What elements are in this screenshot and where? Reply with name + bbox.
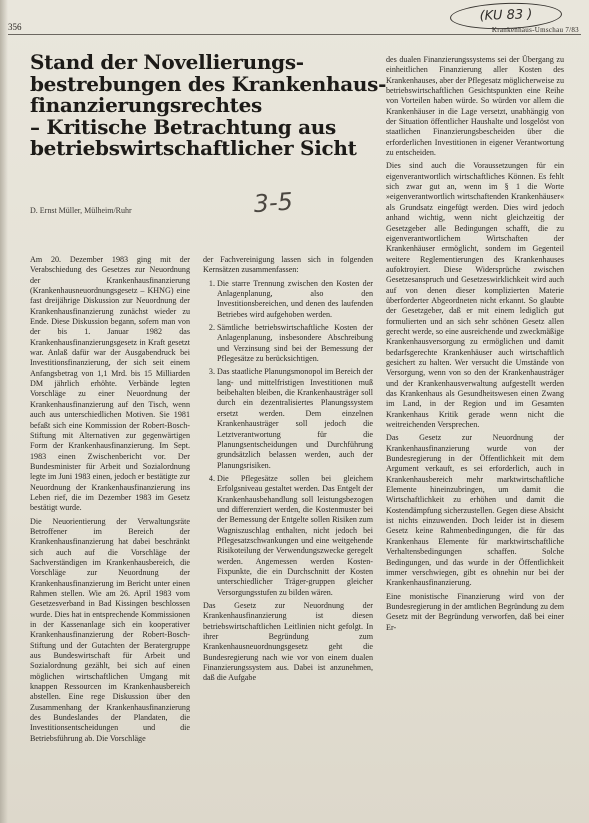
paragraph: Das Gesetz zur Neuordnung der Krankenhausfinanzierung wurde von der Bundesregierung in der Öffentlichkeit mit dem Argument verkauft, es sei erforderlich, auch in Krankenhausbereich mehr marktwirtschaftliche Elemente hineinzubringen, um damit die Wirtschaftlichkeit zu erhöhen und damit die Kostendämpfung sicherzustellen. Gegen diese Absicht ist nichts einzuwenden. Doch leider ist in diesem Gesetz keine Rahmenbedingungen, die für das Krankenhaus Elemente für marktwirtschaftliche Verhaltensbedingungen schaffen. Solche Bedingungen, und das wurde in der Öffentlichkeit immer verschwiegen, gibt es ohnehin nur bei der Krankenhausfinanzierung. <box>386 433 564 588</box>
title-line: – Kritische Betrachtung aus <box>30 114 336 139</box>
paragraph: Die Neuorientierung der Verwaltungsräte Betroffener im Bereich der Krankenhausfinanzierung hat dabei beschränkt sich auch auf die Vorschläge der Sachverständigen im Krankenhausbereich, die Vorschläge zur Neuordnung der Krankenhausfinanzierung im Bericht unter einen Rahmen stellen. Wie am 26. April 1983 vom Gesetzesverband in Bad Kissingen beschlossen wurde. Dies hat in entsprechende Kommissionen in der Kassenanlage sich ein kooperativer Krankenhausfinanzierung der Robert-Bosch-Stiftung und der Gutachten der Beratergruppe aus Bundeswirtschaft für Arbeit und Sozialordnung gezählt, bei sich auf einen möglichen wirtschaftlichen Umgang mit knappen Ressourcen im Krankenhausbereich abstellen. Eine rege Diskussion über den Zusammenhang der Krankenhausfinanzierung des Bundeslandes der Plandaten, die Investitionsentscheidungen und die Betriebsführung ab. Die Vorschläge <box>30 516 190 743</box>
handwritten-note: 3-5 <box>252 187 294 219</box>
paragraph: Das Gesetz zur Neuordnung der Krankenhausfinanzierung ist diesen betriebswirtschaftlichen Leitlinien nicht gefolgt. In ihrer Begründung zum Krankenhausneuordnungsgesetz geht die Bundesregierung nach wie vor von einem dualen Finanzierungssystem aus. Dabei ist anzunehmen, daß die Aufgabe <box>203 601 373 683</box>
binding-shadow <box>0 0 8 823</box>
text-column-right <box>386 55 564 815</box>
header-divider <box>8 34 581 35</box>
list-item: 4. Die Pflegesätze sollen bei gleichem Erfolgsniveau gestaltet werden. Das Entgelt der Krankenhausbehandlung soll leistungsbezogen und differenziert werden, die Kostenmuster bei der Bemessung der Entgelte sollen Risiken zum Wagniszuschlag enthalten, nicht jedoch bei Pflegesatzschwankungen und eine weitgehende Risikoteilung der Verwendungszwecke geregelt werden. Angemessen werden Kosten-Fixpunkte, die ein Durchschnitt der Kosten unterschiedlicher Träger-gruppen gleicher Versorgungsstufen zu bilden wären. <box>217 474 373 598</box>
text-column-left <box>30 255 190 815</box>
title-line: Stand der Novellierungs- <box>30 50 304 74</box>
numbered-list <box>203 279 373 598</box>
list-item: 2. Sämtliche betriebswirtschaftliche Kosten der Anlagenplanung, insbesondere Abschreibung und Verzinsung sind bei der Bemessung der Pflegesätze zu berücksichtigen. <box>217 323 373 364</box>
article-title <box>30 50 387 160</box>
paragraph: Am 20. Dezember 1983 ging mit der Verabschiedung des Gesetzes zur Neuordnung der Krankenhausfinanzierung (Krankenhausneuordnungsgesetz – KHNG) eine fast dreijährige Diskussion zur Neuordnung der Krankenhausfinanzierung zunächst wieder zu Ende. Diese Diskussion begann, sofern man von der bis 1. Januar 1982 das Krankenhausfinanzierungsgesetz in Kraft gesetzt war. Anlaß dafür war der Ausgabendruck bei Investitionsfinanzierung, der sich seit einem Anfangsbetrag von 1,1 Mrd. bis 15 Milliarden DM jährlich erhöhte. Verbände legten Vorschläge zu einer Neuordnung der Krankenhausfinanzierung auf den Tisch, wenn auch aus unterschiedlichen Motiven. Sie 1981 befaßt sich eine Kommission der Robert-Bosch-Stiftung mit Alternativen zur gegenwärtigen Form der Krankenhausfinanzierung. Im Sept. 1983 einen Zwischenbericht vor. Der Bundesminister für Arbeit und Sozialordnung legte im Juni 1983 einen, jedoch er bestätigte zur Neuordnung der Krankenhausfinanzierung ins Leben rief, die im Dezember 1983 im Gesetz bestätigt wurde. <box>30 255 190 513</box>
page-number: 356 <box>8 22 22 32</box>
title-line: finanzierungsrechtes <box>30 93 262 117</box>
paragraph: Dies sind auch die Voraussetzungen für ein eigenverantwortlich wirtschaftliches Können. Es fehlt sich zwar gut an, wenn im § 1 die Worte »eigenverantwortlich wirtschaftenden Krankenhäuser« als Grundsatz eingefügt werden. Dies wird jedoch anhand wichtig, wenn nicht gleichzeitig der Gesetzgeber alle Bedingungen schafft, die zu eigenverantwortlichem Wirtschaften der Krankenhäuser ermöglicht, sondern im Gegenteil weitere Reglementierungen des Krankenhauses aufoktroyiert. Diese Widersprüche zwischen Gesetzesanspruch und Gesetzeswirklichkeit wird auch auf von denen dieser komplizierten Materie überforderter Abgeordneten nicht erkannt. So glaubte der Gesetzgeber, daß er mit einem lediglich gut formulierten und an sich sehr schönen Gesetz allen gerecht werde, so eine ausreichende und zweckmäßige Krankenhausversorgung zu ermöglichen und damit bedarfsgerechte Krankenhäuser auch wirtschaftlich gesichert zu halten. Wer versucht die Umstände von Versorgung, wenn von so den der Krankenhausträger und der Krankenhausverwaltung aufgestellt werden das Krankenhaus als Gesundheitswesen einen Zwang im Land, in der Region und im Gesamten Krankenhaus Kritik gerade wenn nicht die weitreichenden Versprechen. <box>386 161 564 430</box>
text-column-middle <box>203 255 373 815</box>
title-line: bestrebungen des Krankenhaus- <box>30 71 387 96</box>
paragraph: der Fachvereinigung lassen sich in folgenden Kernsätzen zusammenfassen: <box>203 255 373 275</box>
paragraph: des dualen Finanzierungssystems sei der Übergang zu einheitlichen Finanzierung aller Kosten des Krankenhauses, aber der Pflegesatz möglicherweise zu betriebswirtschaftlichen Gesichtspunkten eine Reihe von Vorteilen haben würde. So würden vor allem die Krankenhäuser in die Lage versetzt, unabhängig von der Situation öffentlicher Haushalte und losgelöst von staatlichen Finanzierungsbescheiden über die erforderlichen Investitionen in eigener Verantwortung zu entscheiden. <box>386 55 564 158</box>
author-byline: D. Ernst Müller, Mülheim/Ruhr <box>30 206 132 215</box>
list-item: 1. Die starre Trennung zwischen den Kosten der Anlagenplanung, also den Investitionsbereichen, und denen des laufenden Betriebes wird aufgehoben werden. <box>217 279 373 320</box>
title-line: betriebswirtschaftlicher Sicht <box>30 136 357 160</box>
list-item: 3. Das staatliche Planungsmonopol im Bereich der lang- und mittelfristigen Investitionen muß beibehalten bleiben, die Krankenhausträger soll durch ein dezentralisiertes Planungssystem ersetzt werden. Dem einzelnen Krankenhausträger soll jedoch die Letztverantwortung für die Planungsentscheidungen und Durchführung grundsätzlich belassen werden, auch der Planungsrisiken. <box>217 367 373 470</box>
running-head: Krankenhaus-Umschau 7/83 <box>491 26 579 34</box>
paragraph: Eine monistische Finanzierung wird von der Bundesregierung in der amtlichen Begründung zu dem Gesetz mit der Begründung verworfen, daß bei einer Er- <box>386 591 564 632</box>
handwritten-archive-id: (KU 83 ) <box>450 1 563 31</box>
